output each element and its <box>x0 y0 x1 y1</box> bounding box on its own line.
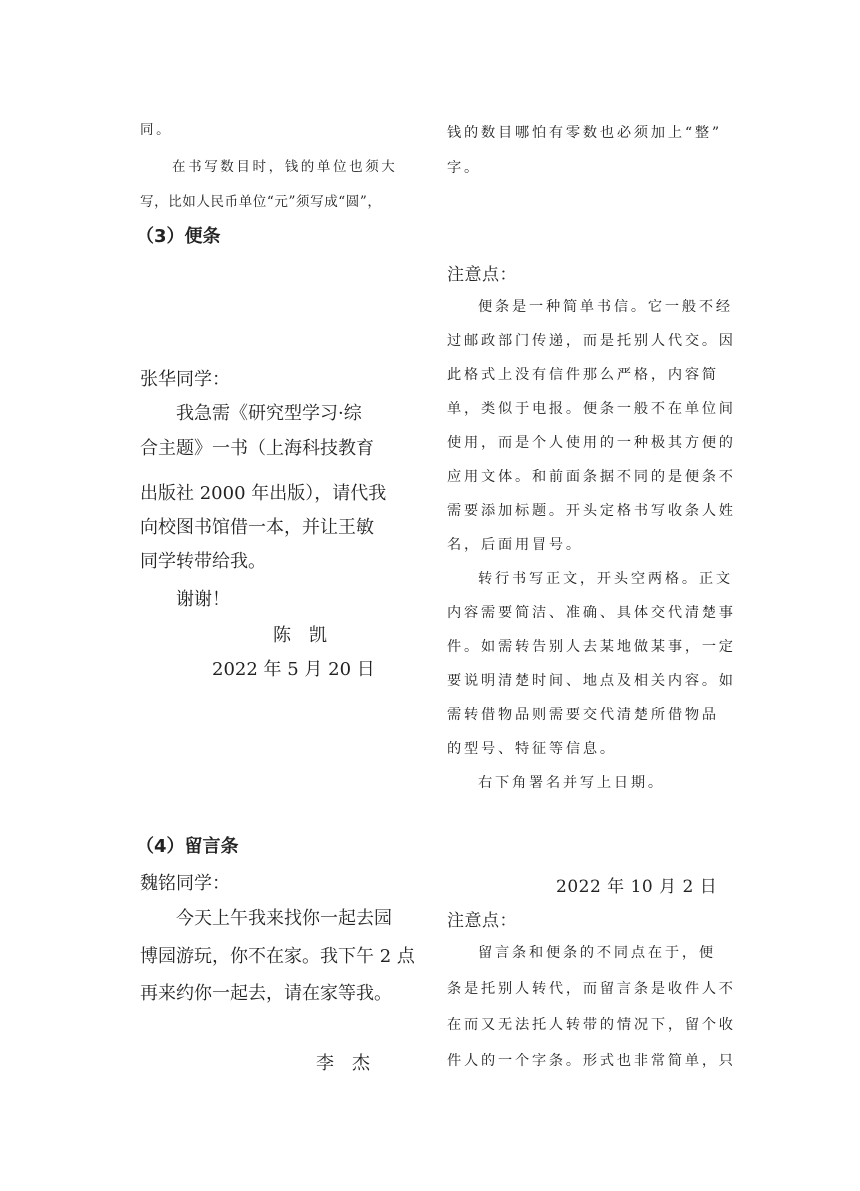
notes-line: 应用文体。和前面条据不同的是便条不 <box>447 469 736 485</box>
notes-line: 要说明清楚时间、地点及相关内容。如 <box>447 673 736 689</box>
continued-text-line: 字。 <box>447 160 481 176</box>
notes-line: 此格式上没有信件那么严格，内容简 <box>447 367 719 383</box>
note-body-line: 出版社 2000 年出版），请代我 <box>140 483 387 504</box>
notes-line: 右下角署名并写上日期。 <box>478 775 665 791</box>
notes-line: 便条是一种简单书信。它一般不经 <box>478 299 733 315</box>
notes-line: 过邮政部门传递，而是托别人代交。因 <box>447 333 736 349</box>
note-body-line: 今天上午我来找你一起去园 <box>176 908 392 929</box>
notes-title: 注意点： <box>447 911 517 931</box>
continued-text-line: 写，比如人民币单位“元”须写成“圆”， <box>140 194 382 210</box>
note-body-line: 我急需《研究型学习·综 <box>176 403 362 424</box>
note-signature: 陈 凯 <box>273 625 327 646</box>
notes-line: 的型号、特征等信息。 <box>447 741 617 757</box>
notes-line: 使用，而是个人使用的一种极其方便的 <box>447 435 736 451</box>
note-date: 2022 年 10 月 2 日 <box>556 877 718 897</box>
note-salutation: 魏铭同学： <box>140 873 230 894</box>
note-body-line: 向校图书馆借一本，并让王敏 <box>140 517 374 538</box>
notes-line: 名，后面用冒号。 <box>447 537 583 553</box>
note-date: 2022 年 5 月 20 日 <box>212 659 375 680</box>
section-heading: （3）便条 <box>136 226 221 247</box>
continued-text-line: 在书写数目时，钱的单位也须大 <box>172 159 398 175</box>
notes-line: 需转借物品则需要交代清楚所借物品 <box>447 707 719 723</box>
notes-line: 需要添加标题。开头定格书写收条人姓 <box>447 503 736 519</box>
note-thanks: 谢谢！ <box>176 589 230 610</box>
notes-line: 单，类似于电报。便条一般不在单位间 <box>447 401 736 417</box>
notes-line: 留言条和便条的不同点在于，便 <box>478 945 716 961</box>
continued-text-line: 同。 <box>140 122 173 138</box>
notes-line: 内容需要简洁、准确、具体交代清楚事 <box>447 605 736 621</box>
note-body-line: 再来约你一起去，请在家等我。 <box>140 983 392 1004</box>
note-salutation: 张华同学： <box>140 369 230 390</box>
notes-line: 在而又无法托人转带的情况下，留个收 <box>447 1017 736 1033</box>
notes-line: 件人的一个字条。形式也非常简单，只 <box>447 1053 736 1069</box>
continued-text-line: 钱的数目哪怕有零数也必须加上“整” <box>447 125 722 141</box>
note-body-line: 博园游玩，你不在家。我下午 2 点 <box>140 946 415 967</box>
notes-line: 转行书写正文，开头空两格。正文 <box>478 571 733 587</box>
notes-title: 注意点： <box>447 265 517 285</box>
notes-line: 条是托别人转代，而留言条是收件人不 <box>447 981 736 997</box>
notes-line: 件。如需转告别人去某地做某事，一定 <box>447 639 736 655</box>
section-heading: （4）留言条 <box>136 836 239 857</box>
note-signature: 李 杰 <box>316 1053 370 1074</box>
note-body-line: 合主题》一书（上海科技教育 <box>140 438 374 459</box>
note-body-line: 同学转带给我。 <box>140 551 266 572</box>
